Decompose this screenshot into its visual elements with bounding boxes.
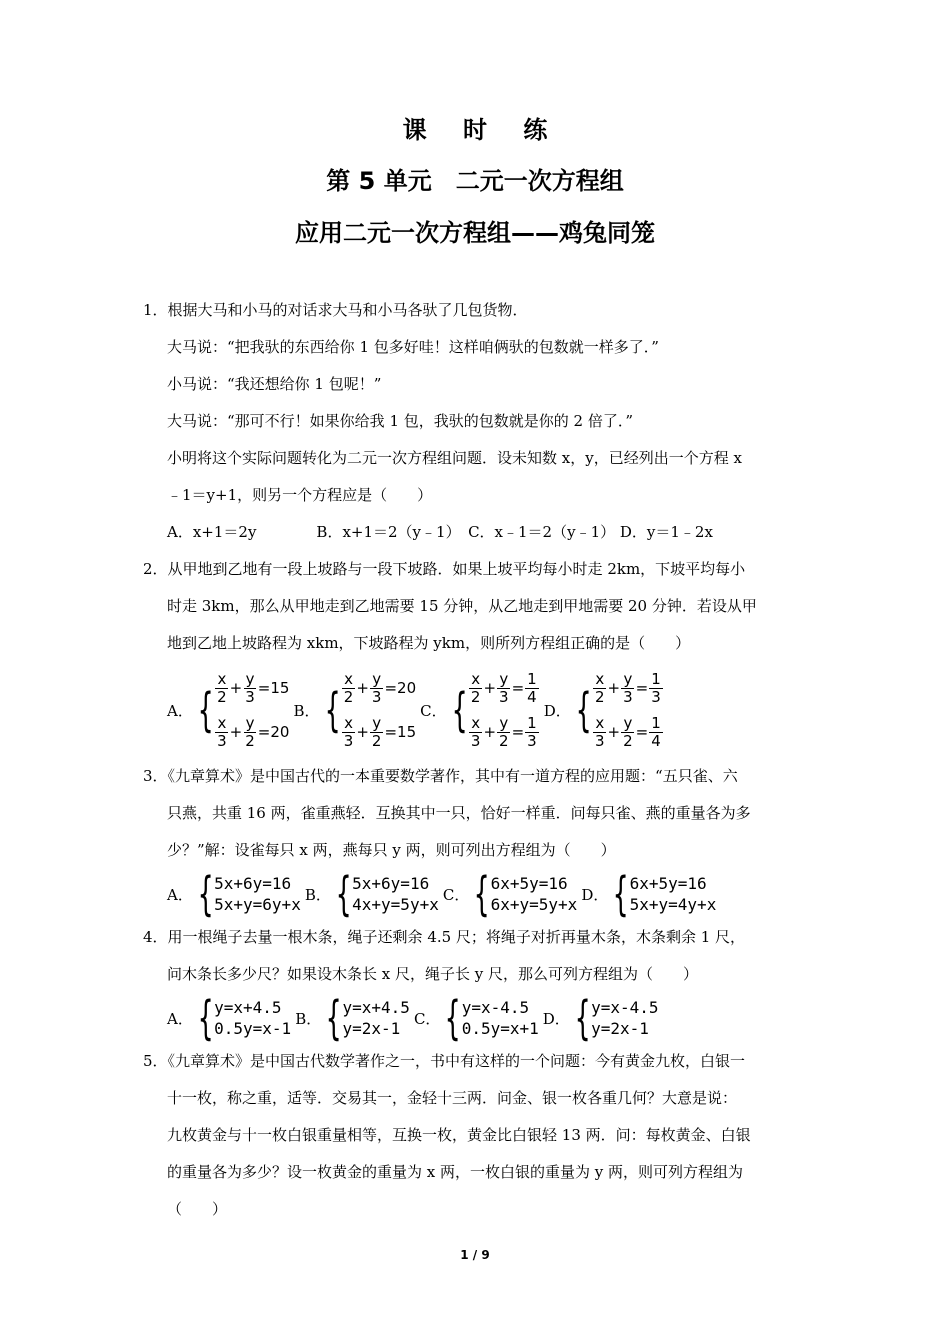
option-label: A． <box>167 885 193 904</box>
q4-line: 问木条长多少尺？如果设木条长 x 尺，绳子长 y 尺，那么可列方程组为（ ） <box>167 965 699 983</box>
q1-options: A．x+1＝2y B．x+1＝2（y﹣1） C．x﹣1＝2（y﹣1） D．y＝1﹣2x <box>167 523 713 541</box>
brace-icon: { <box>197 991 214 1045</box>
q5-line: 十一枚，称之重，适等．交易其一，金轻十三两．问金、银一枚各重几何？大意是说： <box>167 1089 738 1107</box>
q5-stem: 5．《九章算术》是中国古代数学著作之一，书中有这样的一个问题：今有黄金九枚，白银一 <box>143 1052 746 1070</box>
equation-system: { 6x+5y=16 5x+y=4y+x <box>612 867 717 921</box>
equation-system: { $\frac{x}{2}$ + $\frac{y}{3}$ = 20 $\frac{x}{3}$ + $\frac{y}{2}$ = 15 <box>324 669 417 750</box>
brace-icon: { <box>574 991 591 1045</box>
q1-line: 小明将这个实际问题转化为二元一次方程组问题．设未知数 x，y，已经列出一个方程 x <box>167 449 742 467</box>
option-label: D． <box>543 701 571 720</box>
option-label: C． <box>442 885 470 904</box>
brace-icon: { <box>445 991 462 1045</box>
equation-system: { y=x-4.5 y=2x-1 <box>574 991 659 1045</box>
q4-stem: 4．用一根绳子去量一根木条，绳子还剩余 4.5 尺；将绳子对折再量木条，木条剩余 1 尺， <box>143 928 746 946</box>
brace-icon: { <box>335 867 352 921</box>
q2-options <box>143 662 815 758</box>
questions <box>143 292 815 1228</box>
q3-line: 只燕，共重 16 两，雀重燕轻．互换其中一只，恰好一样重．问每只雀、燕的重量各为多 <box>167 804 751 822</box>
q5-line: 九枚黄金与十一枚白银重量相等，互换一枚，黄金比白银轻 13 两．问：每枚黄金、白银 <box>167 1126 751 1144</box>
brace-icon: { <box>197 867 214 921</box>
q2-line: 时走 3km，那么从甲地走到乙地需要 15 分钟，从乙地走到甲地需要 20 分钟．若设从甲 <box>167 597 757 615</box>
q1-line: ﹣1＝y+1，则另一个方程应是（ ） <box>167 486 433 504</box>
q5-line: 的重量各为多少？设一枚黄金的重量为 x 两，一枚白银的重量为 y 两，则可列方程组为 <box>167 1163 744 1181</box>
brace-icon: { <box>324 683 341 737</box>
option-label: B． <box>293 701 320 720</box>
q4-options <box>143 993 815 1043</box>
q1-stem: 1．根据大马和小马的对话求大马和小马各驮了几包货物． <box>143 301 528 319</box>
brace-icon: { <box>197 683 214 737</box>
q3-stem: 3．《九章算术》是中国古代的一本重要数学著作，其中有一道方程的应用题：“五只雀、六 <box>143 767 738 785</box>
q1-line: 大马说：“那可不行！如果你给我 1 包，我驮的包数就是你的 2 倍了．” <box>167 412 633 430</box>
q2-stem: 2．从甲地到乙地有一段上坡路与一段下坡路．如果上坡平均每小时走 2km，下坡平均每小 <box>143 560 746 578</box>
equation-system: { y=x+4.5 0.5y=x-1 <box>197 991 292 1045</box>
equation-system: { $\frac{x}{2}$ + $\frac{y}{3}$ = 15 $\frac{x}{3}$ + $\frac{y}{2}$ = 20 <box>197 669 290 750</box>
option-label: C． <box>413 1009 441 1028</box>
option-label: B． <box>304 885 331 904</box>
option-label: A． <box>167 1009 193 1028</box>
q5-line: （ ） <box>167 1200 228 1218</box>
q3-line: 少？”解：设雀每只 x 两，燕每只 y 两，则可列出方程组为（ ） <box>167 841 616 859</box>
brace-icon: { <box>325 991 342 1045</box>
option-label: B． <box>295 1009 322 1028</box>
q1-line: 小马说：“我还想给你 1 包呢！” <box>167 375 382 393</box>
equation-system: { $\frac{x}{2}$ + $\frac{y}{3}$ = $\frac{1}{4}$ $\frac{x}{3}$ + $\frac{y}{2}$ = $\frac{1}{3}$ <box>451 669 537 750</box>
q2-line: 地到乙地上坡路程为 xkm，下坡路程为 ykm，则所列方程组正确的是（ ） <box>167 634 691 652</box>
topic-title: 应用二元一次方程组——鸡兔同笼 <box>295 219 655 247</box>
equation-system: { $\frac{x}{2}$ + $\frac{y}{3}$ = $\frac{1}{3}$ $\frac{x}{3}$ + $\frac{y}{2}$ = $\frac{1}{4}$ <box>575 669 661 750</box>
equation-system: { y=x-4.5 0.5y=x+1 <box>445 991 539 1045</box>
page-title: 课 时 练 <box>402 116 562 144</box>
equation-system: { 5x+6y=16 5x+y=6y+x <box>197 867 301 921</box>
option-label: D． <box>581 885 609 904</box>
unit-title: 第 5 单元 二元一次方程组 <box>326 167 624 195</box>
brace-icon: { <box>473 867 491 921</box>
option-label: C． <box>420 701 447 720</box>
equation-system: { 5x+6y=16 4x+y=5y+x <box>335 867 439 921</box>
brace-icon: { <box>612 867 630 921</box>
option-label: D． <box>542 1009 570 1028</box>
q3-options <box>143 869 815 919</box>
q1-line: 大马说：“把我驮的东西给你 1 包多好哇！这样咱俩驮的包数就一样多了．” <box>167 338 659 356</box>
page-number: 1 / 9 <box>460 1248 490 1262</box>
equation-system: { y=x+4.5 y=2x-1 <box>325 991 410 1045</box>
brace-icon: { <box>575 683 592 737</box>
equation-system: { 6x+5y=16 6x+y=5y+x <box>473 867 578 921</box>
option-label: A． <box>167 701 193 720</box>
brace-icon: { <box>451 683 468 737</box>
title-block <box>0 118 950 245</box>
